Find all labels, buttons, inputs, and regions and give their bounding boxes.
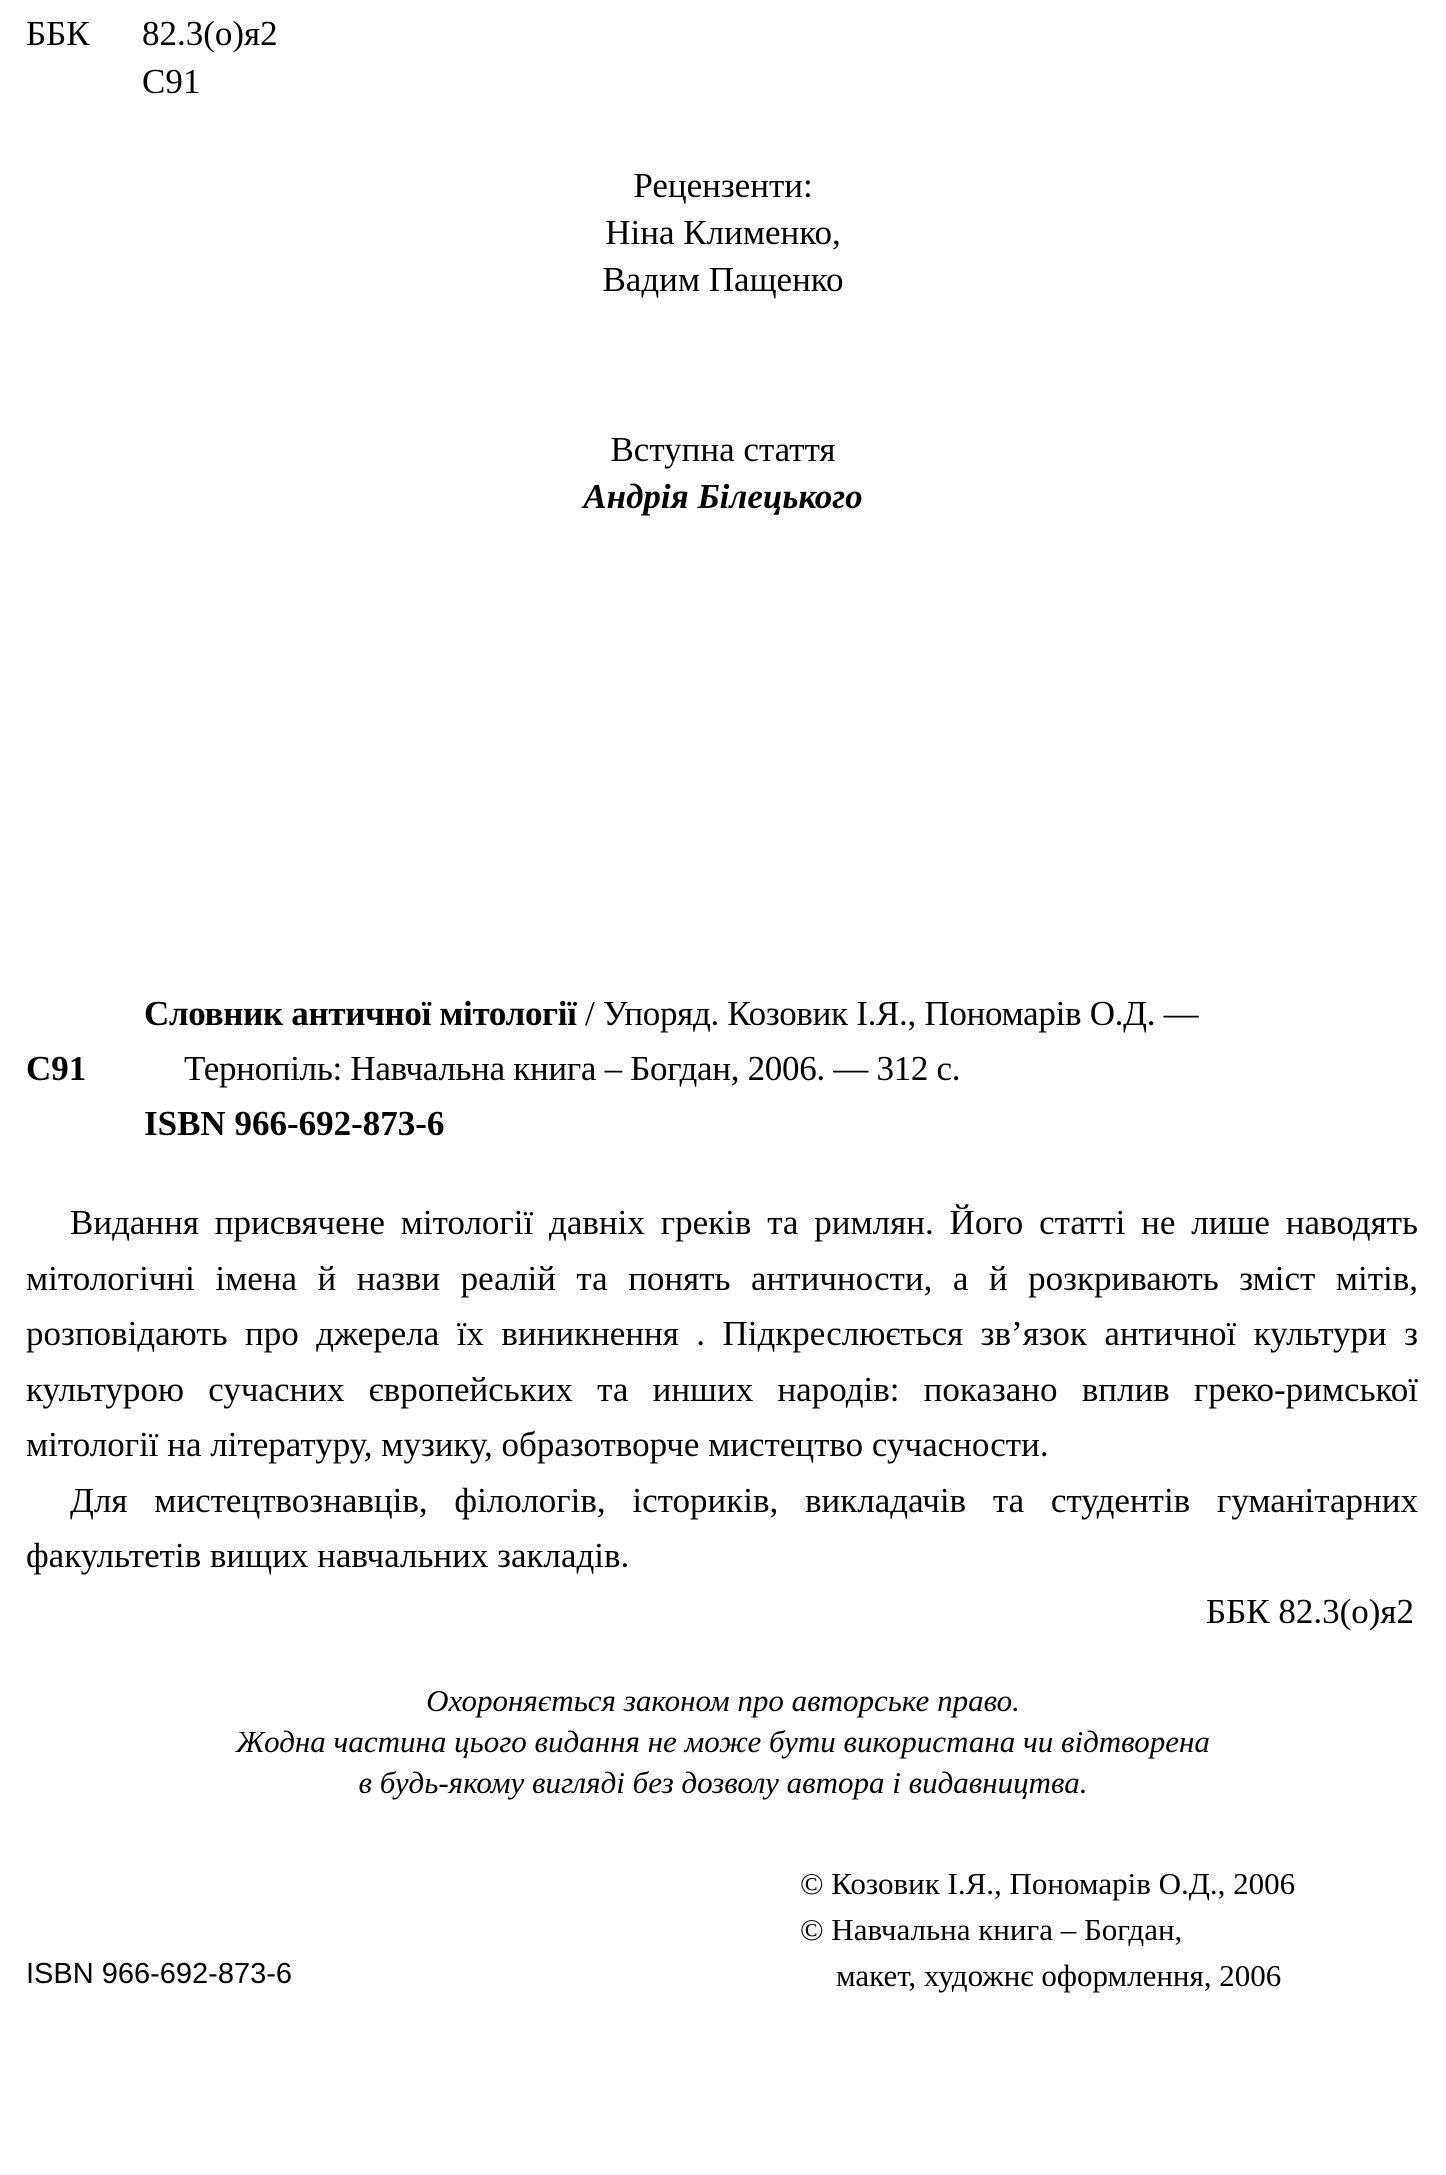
copyright-design: макет, художнє оформлення, 2006: [836, 1958, 1282, 1993]
bbk-label: ББК: [26, 14, 90, 53]
annotation-paragraph: Для мистецтвознавців, філологів, істориків, викладачів та студентів гуманітарних факультетів вищих навчальних закладів.: [26, 1480, 1418, 1575]
copyright-notice: [0, 1680, 1446, 1803]
copyright-authors: © Козовик І.Я., Пономарів О.Д., 2006: [800, 1866, 1296, 1901]
annotation: [26, 1195, 1418, 1584]
bibliographic-isbn: ISBN 966-692-873-6: [144, 1104, 445, 1143]
bibliographic-title-line: [144, 994, 1198, 1034]
introduction-author: Андрія Білецького: [583, 477, 863, 516]
reviewers-block: [0, 162, 1446, 303]
bibliographic-author-mark: С91: [26, 1049, 87, 1088]
copyright-notice-line: Охороняється законом про авторське право.: [426, 1683, 1020, 1718]
reviewers-heading: Рецензенти:: [633, 166, 813, 205]
introduction-label: Вступна стаття: [610, 430, 836, 469]
annotation-bbk: ББК 82.3(о)я2: [1206, 1592, 1414, 1631]
introduction-block: [0, 426, 1446, 520]
bbk-code: 82.3(о)я2: [142, 14, 278, 53]
book-title: Словник античної мітології: [144, 994, 577, 1033]
compilers: / Упоряд. Козовик І.Я., Пономарів О.Д. —: [576, 994, 1199, 1033]
copyright-notice-line: в будь-якому вигляді без дозволу автора і видавництва.: [358, 1765, 1088, 1800]
bibliographic-imprint: Тернопіль: Навчальна книга – Богдан, 2006. — 312 с.: [184, 1049, 961, 1088]
author-mark: С91: [142, 62, 201, 101]
copyright-notice-line: Жодна частина цього видання не може бути використана чи відтворена: [236, 1724, 1210, 1759]
reviewer-name: Ніна Клименко,: [605, 213, 841, 252]
copyright-publisher: © Навчальна книга – Богдан,: [800, 1912, 1183, 1947]
isbn-bottom: ISBN 966-692-873-6: [26, 1958, 292, 1990]
annotation-paragraph: Видання присвячене мітології давніх греків та римлян. Його статті не лише наводять мітологічні імена й назви реалій та понять античности, а й розкривають зміст мітів, розповідають про джерела їх виникнення . Підкреслюється зв’язок античної культури з культурою сучасних європейських та инших народів: показано вплив греко-римської мітології на літературу, музику, образотворче мистецтво сучасности.: [26, 1203, 1418, 1464]
reviewer-name: Вадим Пащенко: [602, 260, 844, 299]
